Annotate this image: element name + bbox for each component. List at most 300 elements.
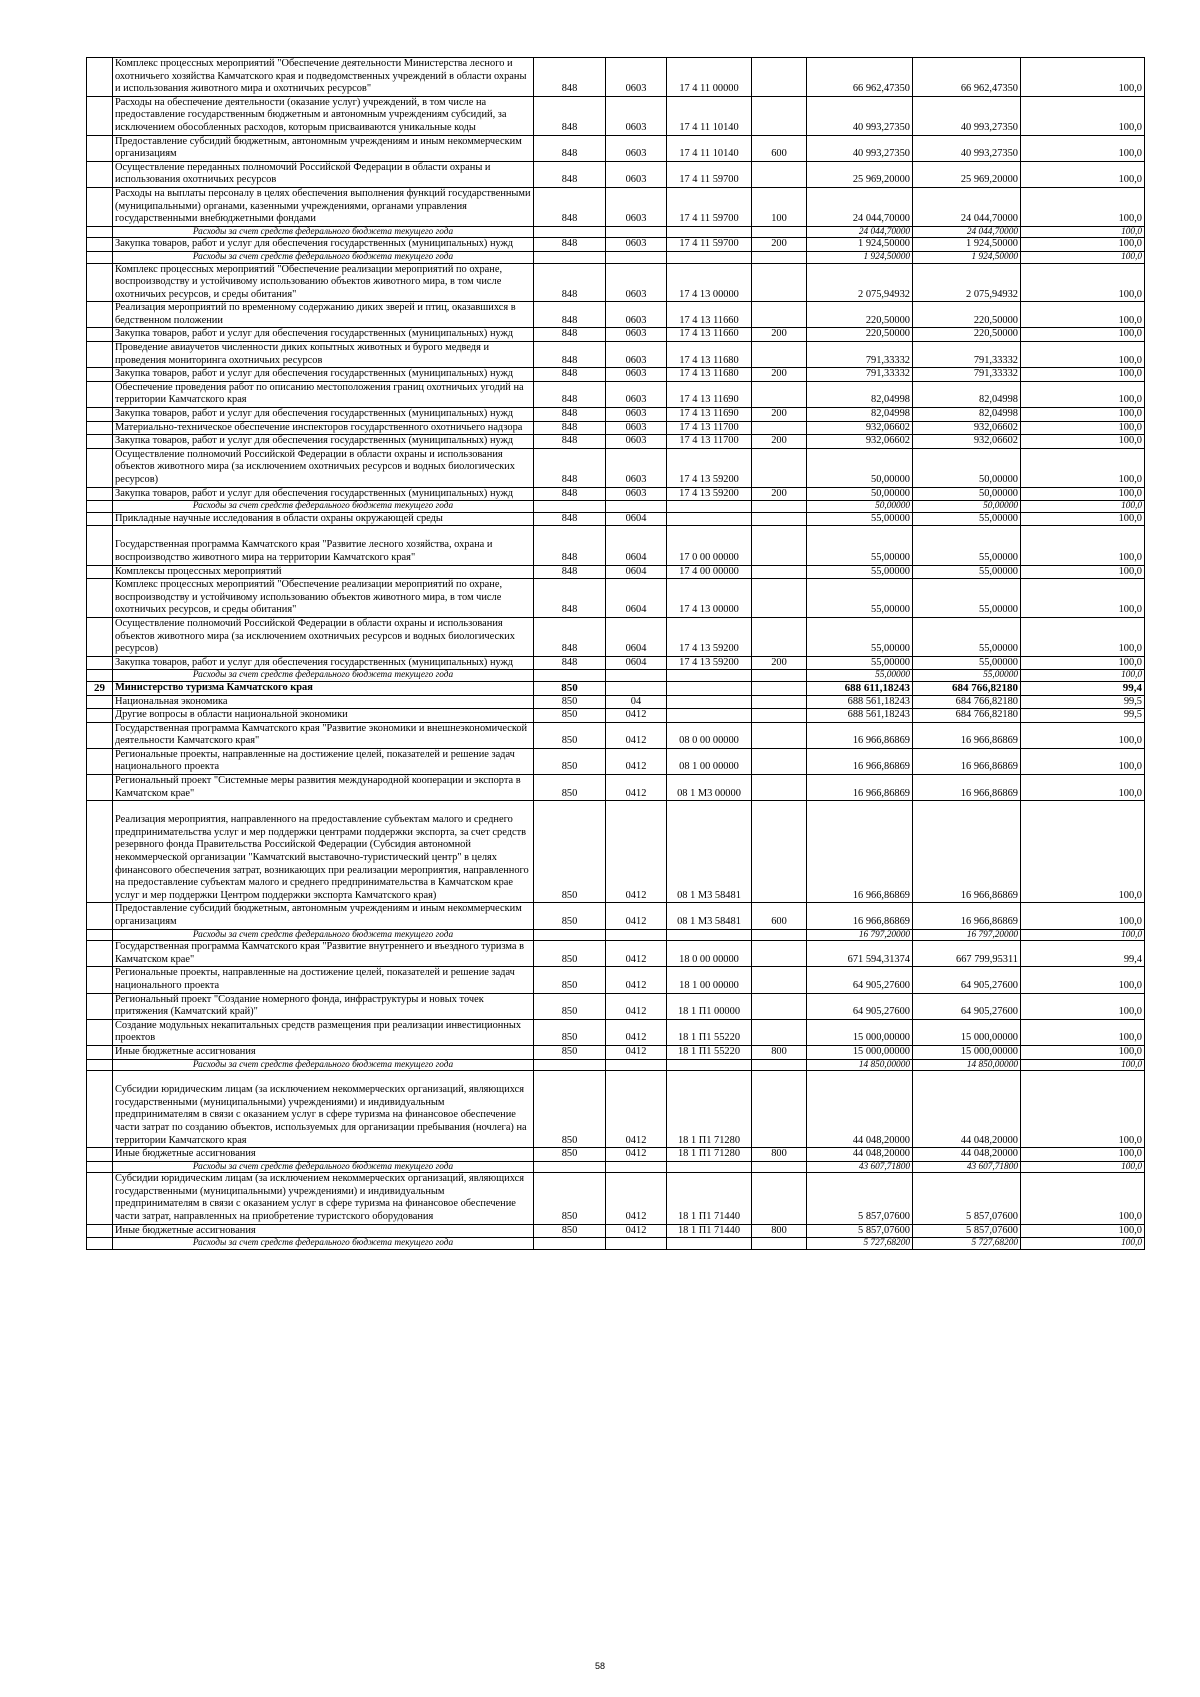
row-expense-type <box>752 342 807 368</box>
row-grbs-code: 850 <box>534 1071 606 1148</box>
row-target-article: 17 0 00 00000 <box>667 526 752 565</box>
row-grbs-code: 848 <box>534 96 606 135</box>
row-percent: 100,0 <box>1021 903 1145 929</box>
row-expense-type <box>752 722 807 748</box>
row-target-article: 17 4 13 11660 <box>667 302 752 328</box>
row-number <box>87 775 113 801</box>
row-section-code: 0603 <box>606 421 667 435</box>
row-percent: 100,0 <box>1021 238 1145 252</box>
row-target-article: 17 4 13 11700 <box>667 435 752 449</box>
row-expense-type: 800 <box>752 1224 807 1238</box>
row-target-article: 17 4 11 59700 <box>667 238 752 252</box>
row-section-code: 0604 <box>606 565 667 579</box>
row-planned-amount: 5 727,68200 <box>807 1238 913 1250</box>
row-section-code: 0603 <box>606 448 667 487</box>
row-percent: 100,0 <box>1021 775 1145 801</box>
row-actual-amount: 15 000,00000 <box>913 1045 1021 1059</box>
row-planned-amount: 82,04998 <box>807 408 913 422</box>
row-percent: 100,0 <box>1021 512 1145 526</box>
row-planned-amount: 688 561,18243 <box>807 709 913 723</box>
row-number <box>87 1059 113 1071</box>
row-expense-type <box>752 58 807 97</box>
row-percent: 100,0 <box>1021 967 1145 993</box>
row-expense-type: 800 <box>752 1148 807 1162</box>
row-number <box>87 342 113 368</box>
row-section-code <box>606 1161 667 1173</box>
row-actual-amount: 55,00000 <box>913 512 1021 526</box>
row-target-article: 17 4 13 59200 <box>667 617 752 656</box>
row-expense-type <box>752 1071 807 1148</box>
row-expense-type: 200 <box>752 328 807 342</box>
table-row <box>87 1224 1145 1238</box>
row-percent: 99,4 <box>1021 941 1145 967</box>
row-name: Расходы за счет средств федерального бюджета текущего года <box>113 1161 534 1173</box>
row-name: Расходы за счет средств федерального бюджета текущего года <box>113 251 534 263</box>
row-planned-amount: 16 797,20000 <box>807 929 913 941</box>
row-name: Государственная программа Камчатского края "Развитие экономики и внешнеэкономической деятельности Камчатского края" <box>113 722 534 748</box>
row-target-article: 17 4 11 59700 <box>667 187 752 226</box>
row-grbs-code: 850 <box>534 709 606 723</box>
row-expense-type <box>752 617 807 656</box>
row-number <box>87 448 113 487</box>
row-actual-amount: 667 799,95311 <box>913 941 1021 967</box>
row-planned-amount: 14 850,00000 <box>807 1059 913 1071</box>
row-section-code: 0603 <box>606 135 667 161</box>
row-name: Расходы на выплаты персоналу в целях обеспечения выполнения функций государственными (муниципальными) органами, казенными учреждениями, органами управления государственными внебюджетными фондами <box>113 187 534 226</box>
row-planned-amount: 791,33332 <box>807 342 913 368</box>
row-target-article: 17 4 13 59200 <box>667 487 752 501</box>
row-expense-type <box>752 941 807 967</box>
row-target-article <box>667 709 752 723</box>
table-row <box>87 722 1145 748</box>
row-number <box>87 565 113 579</box>
row-actual-amount: 64 905,27600 <box>913 967 1021 993</box>
row-percent: 100,0 <box>1021 565 1145 579</box>
row-actual-amount: 44 048,20000 <box>913 1148 1021 1162</box>
table-row <box>87 903 1145 929</box>
row-grbs-code <box>534 670 606 682</box>
row-actual-amount: 220,50000 <box>913 302 1021 328</box>
row-name: Государственная программа Камчатского края "Развитие внутреннего и въездного туризма в Камчатском крае" <box>113 941 534 967</box>
row-expense-type: 600 <box>752 903 807 929</box>
row-section-code: 0412 <box>606 1045 667 1059</box>
row-name: Иные бюджетные ассигнования <box>113 1148 534 1162</box>
table-row-federal-subtotal <box>87 1161 1145 1173</box>
row-expense-type <box>752 448 807 487</box>
row-name: Реализация мероприятий по временному содержанию диких зверей и птиц, оказавшихся в бедственном положении <box>113 302 534 328</box>
row-number <box>87 487 113 501</box>
row-section-code: 0603 <box>606 435 667 449</box>
row-percent: 100,0 <box>1021 381 1145 407</box>
row-name: Закупка товаров, работ и услуг для обеспечения государственных (муниципальных) нужд <box>113 487 534 501</box>
row-planned-amount: 55,00000 <box>807 565 913 579</box>
row-target-article: 17 4 11 10140 <box>667 135 752 161</box>
row-expense-type <box>752 1059 807 1071</box>
row-actual-amount: 791,33332 <box>913 342 1021 368</box>
row-section-code: 0604 <box>606 512 667 526</box>
row-target-article: 08 1 М3 58481 <box>667 801 752 903</box>
row-name: Материально-техническое обеспечение инспекторов государственного охотничьего надзора <box>113 421 534 435</box>
row-planned-amount: 40 993,27350 <box>807 96 913 135</box>
row-percent: 100,0 <box>1021 1019 1145 1045</box>
row-expense-type: 100 <box>752 187 807 226</box>
row-percent: 100,0 <box>1021 448 1145 487</box>
row-percent: 100,0 <box>1021 617 1145 656</box>
row-number <box>87 381 113 407</box>
row-grbs-code <box>534 251 606 263</box>
table-row <box>87 96 1145 135</box>
row-name: Комплексы процессных мероприятий <box>113 565 534 579</box>
row-grbs-code: 848 <box>534 135 606 161</box>
row-grbs-code: 848 <box>534 238 606 252</box>
row-actual-amount: 220,50000 <box>913 328 1021 342</box>
row-target-article: 17 4 13 11680 <box>667 342 752 368</box>
row-percent: 100,0 <box>1021 1071 1145 1148</box>
row-number <box>87 263 113 302</box>
row-expense-type <box>752 501 807 513</box>
row-name: Предоставление субсидий бюджетным, автономным учреждениям и иным некоммерческим организациям <box>113 903 534 929</box>
row-number <box>87 1019 113 1045</box>
row-section-code: 0412 <box>606 967 667 993</box>
row-expense-type: 600 <box>752 135 807 161</box>
table-row-federal-subtotal <box>87 929 1145 941</box>
row-actual-amount: 15 000,00000 <box>913 1019 1021 1045</box>
row-grbs-code: 850 <box>534 967 606 993</box>
row-section-code: 0603 <box>606 302 667 328</box>
row-name: Расходы за счет средств федерального бюджета текущего года <box>113 670 534 682</box>
table-row-federal-subtotal <box>87 251 1145 263</box>
row-section-code: 0603 <box>606 187 667 226</box>
row-planned-amount: 220,50000 <box>807 328 913 342</box>
row-name: Закупка товаров, работ и услуг для обеспечения государственных (муниципальных) нужд <box>113 408 534 422</box>
row-planned-amount: 55,00000 <box>807 656 913 670</box>
row-number <box>87 1173 113 1224</box>
row-number <box>87 328 113 342</box>
row-name: Закупка товаров, работ и услуг для обеспечения государственных (муниципальных) нужд <box>113 328 534 342</box>
row-name: Региональные проекты, направленные на достижение целей, показателей и решение задач национального проекта <box>113 748 534 774</box>
page-number: 58 <box>594 1661 605 1671</box>
row-section-code <box>606 681 667 695</box>
table-row <box>87 408 1145 422</box>
row-number <box>87 1045 113 1059</box>
row-expense-type: 200 <box>752 435 807 449</box>
row-expense-type <box>752 302 807 328</box>
row-planned-amount: 50,00000 <box>807 487 913 501</box>
row-section-code: 0603 <box>606 368 667 382</box>
row-actual-amount: 55,00000 <box>913 579 1021 618</box>
row-actual-amount: 16 966,86869 <box>913 748 1021 774</box>
row-percent: 100,0 <box>1021 1045 1145 1059</box>
row-planned-amount: 44 048,20000 <box>807 1148 913 1162</box>
row-section-code: 0412 <box>606 993 667 1019</box>
table-row <box>87 263 1145 302</box>
table-row <box>87 381 1145 407</box>
row-section-code: 0604 <box>606 617 667 656</box>
table-row <box>87 435 1145 449</box>
row-number <box>87 512 113 526</box>
row-section-code: 04 <box>606 695 667 709</box>
row-actual-amount: 55,00000 <box>913 526 1021 565</box>
table-row <box>87 448 1145 487</box>
row-name: Комплекс процессных мероприятий "Обеспечение реализации мероприятий по охране, воспроизводству и устойчивому использованию объектов животного мира, в том числе охотничьих ресурсов, и среды обитания" <box>113 579 534 618</box>
row-name: Расходы за счет средств федерального бюджета текущего года <box>113 1059 534 1071</box>
table-row <box>87 1071 1145 1148</box>
row-section-code <box>606 226 667 238</box>
row-expense-type: 800 <box>752 1045 807 1059</box>
row-name: Национальная экономика <box>113 695 534 709</box>
row-target-article: 17 4 11 00000 <box>667 58 752 97</box>
row-number <box>87 709 113 723</box>
row-percent: 100,0 <box>1021 96 1145 135</box>
row-expense-type <box>752 1161 807 1173</box>
row-name: Предоставление субсидий бюджетным, автономным учреждениям и иным некоммерческим организациям <box>113 135 534 161</box>
row-section-code <box>606 251 667 263</box>
table-row <box>87 187 1145 226</box>
row-number <box>87 435 113 449</box>
table-row <box>87 941 1145 967</box>
table-row <box>87 512 1145 526</box>
row-number <box>87 526 113 565</box>
row-grbs-code: 848 <box>534 487 606 501</box>
row-expense-type <box>752 565 807 579</box>
row-actual-amount: 82,04998 <box>913 408 1021 422</box>
row-section-code: 0603 <box>606 487 667 501</box>
row-planned-amount: 25 969,20000 <box>807 161 913 187</box>
row-name: Расходы за счет средств федерального бюджета текущего года <box>113 226 534 238</box>
row-percent: 100,0 <box>1021 421 1145 435</box>
row-actual-amount: 40 993,27350 <box>913 135 1021 161</box>
row-actual-amount: 55,00000 <box>913 565 1021 579</box>
table-row <box>87 1173 1145 1224</box>
row-actual-amount: 66 962,47350 <box>913 58 1021 97</box>
row-percent: 100,0 <box>1021 1148 1145 1162</box>
row-planned-amount: 5 857,07600 <box>807 1224 913 1238</box>
row-section-code: 0603 <box>606 238 667 252</box>
row-actual-amount: 16 797,20000 <box>913 929 1021 941</box>
table-row <box>87 565 1145 579</box>
row-name: Проведение авиаучетов численности диких копытных животных и бурого медведя и проведения мониторинга охотничьих ресурсов <box>113 342 534 368</box>
row-number: 29 <box>87 681 113 695</box>
row-section-code: 0412 <box>606 1148 667 1162</box>
budget-table <box>86 57 1145 1250</box>
row-grbs-code: 848 <box>534 408 606 422</box>
row-section-code: 0603 <box>606 408 667 422</box>
row-number <box>87 187 113 226</box>
row-expense-type <box>752 670 807 682</box>
row-target-article: 17 4 13 59200 <box>667 656 752 670</box>
row-expense-type <box>752 96 807 135</box>
table-row <box>87 328 1145 342</box>
row-percent: 100,0 <box>1021 251 1145 263</box>
row-actual-amount: 2 075,94932 <box>913 263 1021 302</box>
row-planned-amount: 24 044,70000 <box>807 187 913 226</box>
row-expense-type <box>752 512 807 526</box>
row-expense-type <box>752 421 807 435</box>
row-actual-amount: 16 966,86869 <box>913 801 1021 903</box>
row-planned-amount: 24 044,70000 <box>807 226 913 238</box>
row-section-code: 0603 <box>606 342 667 368</box>
row-grbs-code: 848 <box>534 421 606 435</box>
row-grbs-code: 850 <box>534 903 606 929</box>
row-planned-amount: 932,06602 <box>807 435 913 449</box>
row-actual-amount: 82,04998 <box>913 381 1021 407</box>
row-target-article <box>667 681 752 695</box>
row-planned-amount: 15 000,00000 <box>807 1019 913 1045</box>
table-row <box>87 695 1145 709</box>
row-actual-amount: 16 966,86869 <box>913 775 1021 801</box>
row-grbs-code: 848 <box>534 617 606 656</box>
row-actual-amount: 40 993,27350 <box>913 96 1021 135</box>
row-expense-type <box>752 775 807 801</box>
row-name: Расходы на обеспечение деятельности (оказание услуг) учреждений, в том числе на предоставление государственным бюджетным и автономным учреждениям субсидий, за исключением обособленных расходов, которым присваиваются уникальные коды <box>113 96 534 135</box>
budget-report-page <box>86 57 1144 1250</box>
row-name: Создание модульных некапитальных средств размещения при реализации инвестиционных проектов <box>113 1019 534 1045</box>
table-row <box>87 135 1145 161</box>
row-actual-amount: 932,06602 <box>913 421 1021 435</box>
row-grbs-code: 850 <box>534 695 606 709</box>
row-name: Осуществление полномочий Российской Федерации в области охраны и использования объектов животного мира (за исключением охотничьих ресурсов и водных биологических ресурсов) <box>113 617 534 656</box>
row-expense-type <box>752 251 807 263</box>
row-name: Иные бюджетные ассигнования <box>113 1224 534 1238</box>
row-percent: 100,0 <box>1021 1224 1145 1238</box>
row-section-code: 0603 <box>606 96 667 135</box>
row-name: Комплекс процессных мероприятий "Обеспечение реализации мероприятий по охране, воспроизводству и устойчивому использованию объектов животного мира, в том числе охотничьих ресурсов, и среды обитания" <box>113 263 534 302</box>
table-row-federal-subtotal <box>87 670 1145 682</box>
row-percent: 100,0 <box>1021 226 1145 238</box>
row-section-code: 0604 <box>606 656 667 670</box>
row-number <box>87 801 113 903</box>
row-name: Расходы за счет средств федерального бюджета текущего года <box>113 929 534 941</box>
table-row-federal-subtotal <box>87 1059 1145 1071</box>
row-grbs-code: 848 <box>534 58 606 97</box>
row-section-code: 0412 <box>606 709 667 723</box>
row-name: Министерство туризма Камчатского края <box>113 681 534 695</box>
row-percent: 99,4 <box>1021 681 1145 695</box>
row-target-article: 17 4 11 59700 <box>667 161 752 187</box>
row-planned-amount: 43 607,71800 <box>807 1161 913 1173</box>
row-expense-type <box>752 967 807 993</box>
row-name: Региональный проект "Системные меры развития международной кооперации и экспорта в Камчатском крае" <box>113 775 534 801</box>
row-number <box>87 302 113 328</box>
row-expense-type: 200 <box>752 487 807 501</box>
row-grbs-code: 850 <box>534 993 606 1019</box>
row-percent: 100,0 <box>1021 526 1145 565</box>
row-actual-amount: 55,00000 <box>913 656 1021 670</box>
row-name: Осуществление переданных полномочий Российской Федерации в области охраны и использования охотничьих ресурсов <box>113 161 534 187</box>
row-percent: 100,0 <box>1021 722 1145 748</box>
row-actual-amount: 684 766,82180 <box>913 681 1021 695</box>
row-planned-amount: 55,00000 <box>807 526 913 565</box>
table-row <box>87 161 1145 187</box>
row-planned-amount: 55,00000 <box>807 579 913 618</box>
row-percent: 100,0 <box>1021 328 1145 342</box>
row-planned-amount: 40 993,27350 <box>807 135 913 161</box>
row-number <box>87 96 113 135</box>
row-target-article: 18 1 П1 71280 <box>667 1071 752 1148</box>
row-section-code: 0604 <box>606 526 667 565</box>
row-section-code: 0412 <box>606 941 667 967</box>
row-grbs-code: 850 <box>534 1173 606 1224</box>
row-actual-amount: 24 044,70000 <box>913 226 1021 238</box>
row-expense-type <box>752 709 807 723</box>
row-number <box>87 408 113 422</box>
row-name: Закупка товаров, работ и услуг для обеспечения государственных (муниципальных) нужд <box>113 435 534 449</box>
row-number <box>87 161 113 187</box>
row-expense-type: 200 <box>752 238 807 252</box>
row-expense-type <box>752 526 807 565</box>
row-planned-amount: 791,33332 <box>807 368 913 382</box>
row-target-article: 18 1 00 00000 <box>667 967 752 993</box>
table-row <box>87 368 1145 382</box>
row-percent: 100,0 <box>1021 1161 1145 1173</box>
row-grbs-code <box>534 501 606 513</box>
row-name: Прикладные научные исследования в области охраны окружающей среды <box>113 512 534 526</box>
row-planned-amount: 5 857,07600 <box>807 1173 913 1224</box>
row-grbs-code <box>534 1238 606 1250</box>
table-row <box>87 238 1145 252</box>
table-row <box>87 993 1145 1019</box>
table-row <box>87 681 1145 695</box>
row-percent: 100,0 <box>1021 670 1145 682</box>
row-actual-amount: 64 905,27600 <box>913 993 1021 1019</box>
table-row <box>87 656 1145 670</box>
row-expense-type: 200 <box>752 368 807 382</box>
row-number <box>87 368 113 382</box>
row-target-article: 18 1 П1 55220 <box>667 1019 752 1045</box>
row-planned-amount: 220,50000 <box>807 302 913 328</box>
row-number <box>87 1224 113 1238</box>
row-actual-amount: 50,00000 <box>913 448 1021 487</box>
row-percent: 100,0 <box>1021 801 1145 903</box>
row-percent: 100,0 <box>1021 435 1145 449</box>
row-grbs-code: 850 <box>534 1019 606 1045</box>
row-target-article: 08 1 М3 58481 <box>667 903 752 929</box>
row-percent: 100,0 <box>1021 929 1145 941</box>
row-planned-amount: 932,06602 <box>807 421 913 435</box>
row-percent: 100,0 <box>1021 1238 1145 1250</box>
row-name: Осуществление полномочий Российской Федерации в области охраны и использования объектов животного мира (за исключением охотничьих ресурсов и водных биологических ресурсов) <box>113 448 534 487</box>
row-planned-amount: 66 962,47350 <box>807 58 913 97</box>
row-grbs-code: 848 <box>534 381 606 407</box>
row-actual-amount: 50,00000 <box>913 487 1021 501</box>
table-row <box>87 775 1145 801</box>
row-expense-type <box>752 1173 807 1224</box>
row-grbs-code: 850 <box>534 748 606 774</box>
row-grbs-code: 848 <box>534 656 606 670</box>
row-name: Государственная программа Камчатского края "Развитие лесного хозяйства, охрана и воспроизводство животного мира на территории Камчатского края" <box>113 526 534 565</box>
row-target-article: 08 0 00 00000 <box>667 722 752 748</box>
row-number <box>87 1238 113 1250</box>
row-grbs-code: 850 <box>534 775 606 801</box>
row-name: Закупка товаров, работ и услуг для обеспечения государственных (муниципальных) нужд <box>113 368 534 382</box>
row-percent: 100,0 <box>1021 187 1145 226</box>
row-section-code: 0603 <box>606 328 667 342</box>
row-target-article <box>667 1238 752 1250</box>
row-section-code: 0412 <box>606 903 667 929</box>
row-grbs-code: 850 <box>534 1045 606 1059</box>
row-expense-type <box>752 695 807 709</box>
row-section-code: 0412 <box>606 1224 667 1238</box>
row-number <box>87 903 113 929</box>
row-name: Реализация мероприятия, направленного на предоставление субъектам малого и среднего предпринимательства услуг и мер поддержки центрами поддержки экспорта, за счет средств резервного фонда Правительства Российской Федерации (Субсидия автономной некоммерческой организации "Камчатский выставочно-туристический центр" в целях финансового обеспечения затрат, возникающих при реализации мероприятия, направленного на предоставление субъектам малого и среднего предпринимательства в Камчатском крае услуг и мер поддержки Центром поддержки экспорта Камчатского края) <box>113 801 534 903</box>
row-number <box>87 421 113 435</box>
row-target-article: 17 4 13 11700 <box>667 421 752 435</box>
table-row <box>87 748 1145 774</box>
row-target-article: 17 4 13 59200 <box>667 448 752 487</box>
row-number <box>87 501 113 513</box>
row-expense-type <box>752 161 807 187</box>
row-actual-amount: 25 969,20000 <box>913 161 1021 187</box>
